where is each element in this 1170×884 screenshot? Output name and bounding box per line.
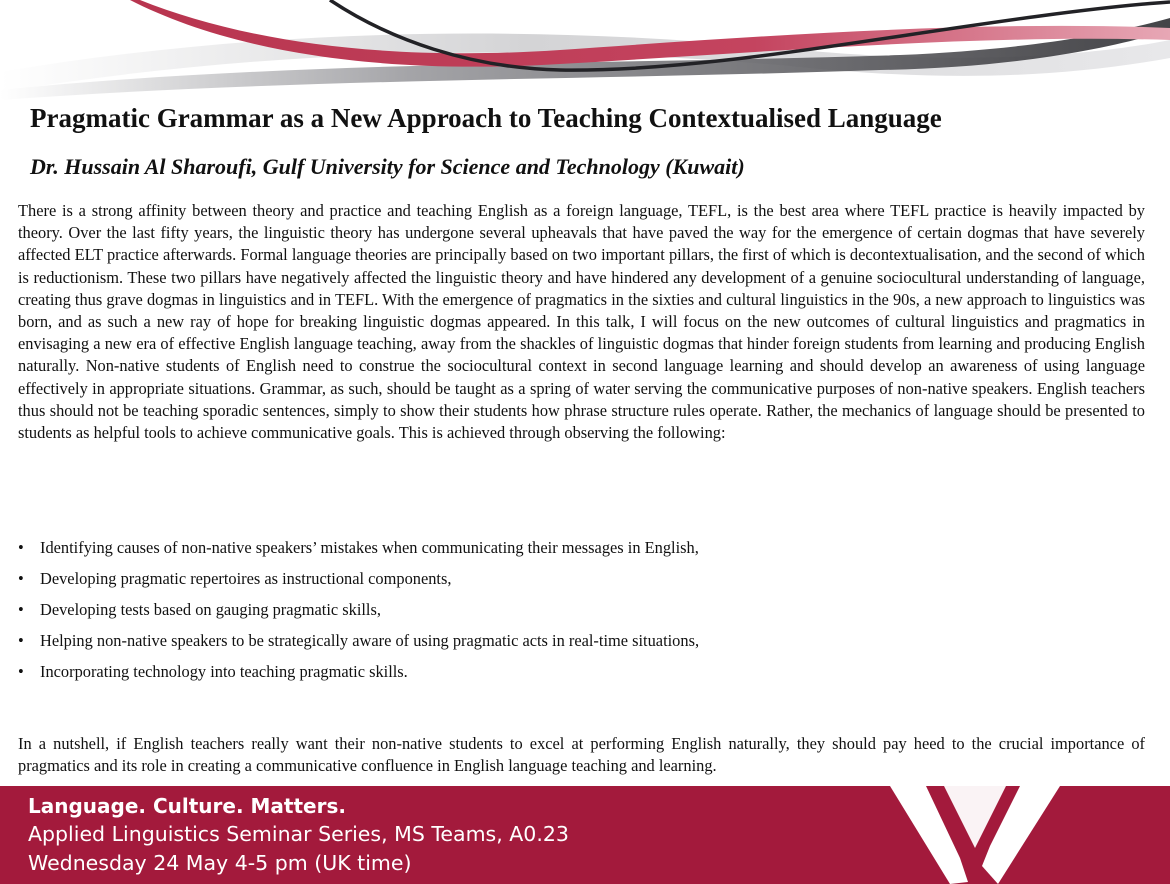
- abstract-paragraph: There is a strong affinity between theory and practice and teaching English as a foreign language, TEFL, is the best area where TEFL practice is heavily impacted by theory. Over the last fifty years, the linguistic theory has undergone several upheavals that have paved the way for the emergence of certain dogmas that have severely affected ELT practice afterwards. Formal language theories are principally based on two important pillars, the first of which is decontextualisation, and the second of which is reductionism. These two pillars have negatively affected the linguistic theory and have hindered any development of a genuine sociocultural understanding of language, creating thus grave dogmas in linguistics and in TEFL. With the emergence of pragmatics in the sixties and cultural linguistics in the 90s, a new approach to linguistics was born, and as such a new ray of hope for breaking linguistic dogmas appeared. In this talk, I will focus on the new outcomes of cultural linguistics and pragmatics in envisaging a new era of effective English language teaching, away from the shackles of linguistic dogmas that hinder foreign students from learning and producing English naturally. Non-native students of English need to construe the sociocultural context in second language learning and should develop an awareness of using language effectively in appropriate situations. Grammar, as such, should be taught as a spring of water serving the communicative purposes of non-native speakers. English teachers thus should not be teaching sporadic sentences, simply to show their students how phrase structure rules operate. Rather, the mechanics of language should be presented to students as helpful tools to achieve communicative goals. This is achieved through observing the following:: [18, 201, 1145, 443]
- list-item: [18, 568, 1145, 599]
- list-item: [18, 630, 1145, 661]
- bullet-icon: •: [18, 662, 24, 681]
- list-item: [18, 661, 1145, 692]
- footer-banner: [0, 786, 1170, 884]
- page-title: Pragmatic Grammar as a New Approach to Teaching Contextualised Language: [30, 103, 942, 133]
- footer-tagline: Language. Culture. Matters.: [28, 794, 346, 818]
- list-item-text: Identifying causes of non-native speakers’ mistakes when communicating their messages in English,: [40, 538, 699, 557]
- author-line: Dr. Hussain Al Sharoufi, Gulf University for Science and Technology (Kuwait): [30, 154, 745, 179]
- bullet-icon: •: [18, 569, 24, 588]
- list-item: [18, 537, 1145, 568]
- footer-date: Wednesday 24 May 4-5 pm (UK time): [28, 851, 412, 875]
- bullet-icon: •: [18, 631, 24, 650]
- list-item: [18, 599, 1145, 630]
- closing-paragraph: In a nutshell, if English teachers really want their non-native students to excel at performing English naturally, they should pay heed to the crucial importance of pragmatics and its role in creating a communicative confluence in English language teaching and learning.: [18, 734, 1145, 776]
- list-item-text: Incorporating technology into teaching pragmatic skills.: [40, 662, 408, 681]
- list-item-text: Helping non-native speakers to be strategically aware of using pragmatic acts in real-time situations,: [40, 631, 700, 650]
- list-item-text: Developing pragmatic repertoires as instructional components,: [40, 569, 452, 588]
- bullet-icon: •: [18, 538, 24, 557]
- list-item-text: Developing tests based on gauging pragmatic skills,: [40, 600, 381, 619]
- bullet-icon: •: [18, 600, 24, 619]
- footer-text-block: [28, 792, 569, 878]
- footer-series: Applied Linguistics Seminar Series, MS Teams, A0.23: [28, 822, 569, 846]
- objectives-list: [18, 537, 1145, 692]
- university-logo-icon: [890, 786, 1060, 884]
- header-swoosh-graphic: [0, 0, 1170, 100]
